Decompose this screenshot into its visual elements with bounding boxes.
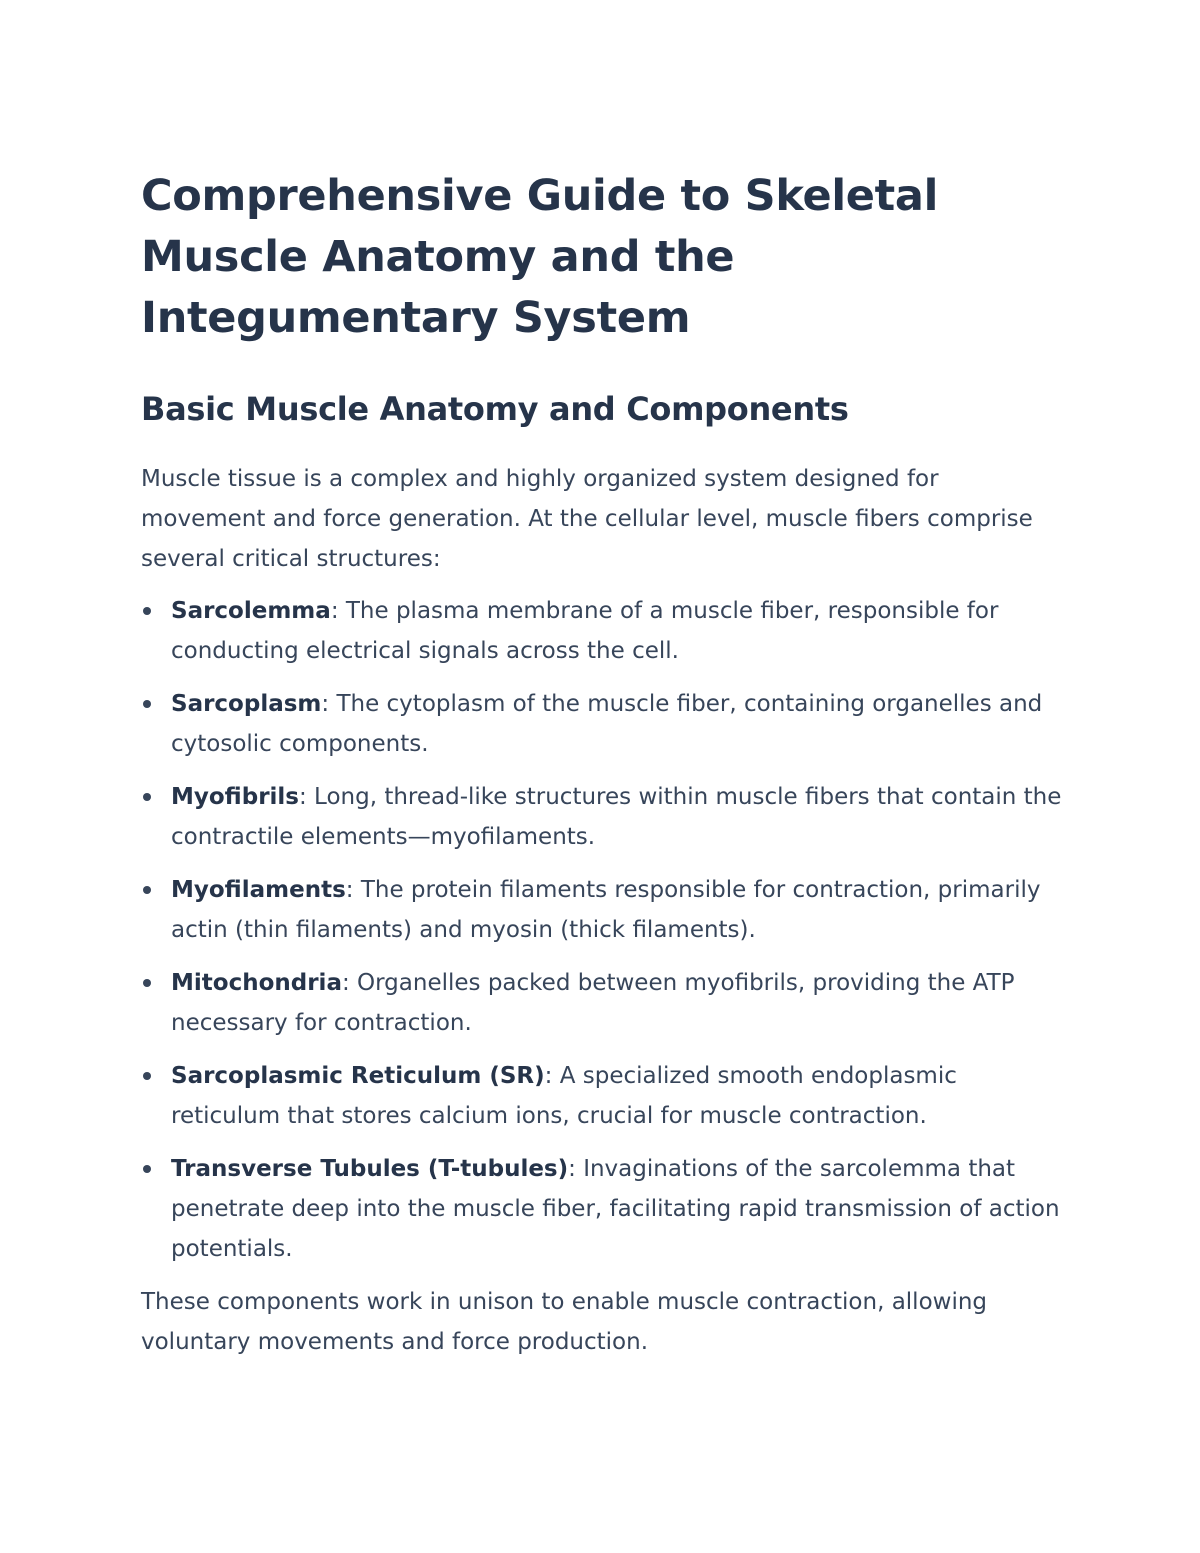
bullet-icon [143,700,151,708]
item-term: Sarcolemma [171,598,331,624]
bullet-icon [143,1072,151,1080]
bullet-icon [143,979,151,987]
item-term: Sarcoplasm [171,691,322,717]
item-term: Mitochondria [171,970,342,996]
page-title: Comprehensive Guide to Skeletal Muscle Anatomy and the Integumentary System [141,171,939,343]
item-description: : Long, thread-like structures within muscle fibers that contain the contractile elements—myofilaments. [171,784,1062,850]
list-item-myofilaments [141,870,1066,950]
item-description: : The protein filaments responsible for contraction, primarily actin (thin filaments) and myosin (thick filaments). [171,877,1041,943]
list-item-sarcolemma [141,591,1066,671]
item-description: : Invaginations of the sarcolemma that penetrate deep into the muscle fiber, facilitating rapid transmission of action potentials. [171,1156,1060,1262]
component-list [141,591,1066,1269]
item-description: : Organelles packed between myofibrils, providing the ATP necessary for contraction. [171,970,1015,1036]
list-item-sarcoplasmic-reticulum [141,1056,1066,1136]
section-heading: Basic Muscle Anatomy and Components [141,390,849,428]
item-description: : The plasma membrane of a muscle fiber, responsible for conducting electrical signals across the cell. [171,598,999,664]
closing-paragraph: These components work in unison to enable muscle contraction, allowing voluntary movements and force production. [141,1289,988,1355]
intro-paragraph: Muscle tissue is a complex and highly organized system designed for movement and force generation. At the cellular level, muscle fibers comprise several critical structures: [141,466,1033,572]
list-item-transverse-tubules [141,1149,1066,1269]
bullet-icon [143,1165,151,1173]
document-page [141,166,1066,1362]
item-term: Sarcoplasmic Reticulum (SR) [171,1063,545,1089]
item-description: : A specialized smooth endoplasmic reticulum that stores calcium ions, crucial for muscle contraction. [171,1063,957,1129]
list-item-mitochondria [141,963,1066,1043]
bullet-icon [143,607,151,615]
list-item-myofibrils [141,777,1066,857]
bullet-icon [143,793,151,801]
list-item-sarcoplasm [141,684,1066,764]
item-term: Myofilaments [171,877,346,903]
bullet-icon [143,886,151,894]
item-description: : The cytoplasm of the muscle fiber, containing organelles and cytosolic components. [171,691,1043,757]
item-term: Myofibrils [171,784,299,810]
item-term: Transverse Tubules (T-tubules) [171,1156,569,1182]
